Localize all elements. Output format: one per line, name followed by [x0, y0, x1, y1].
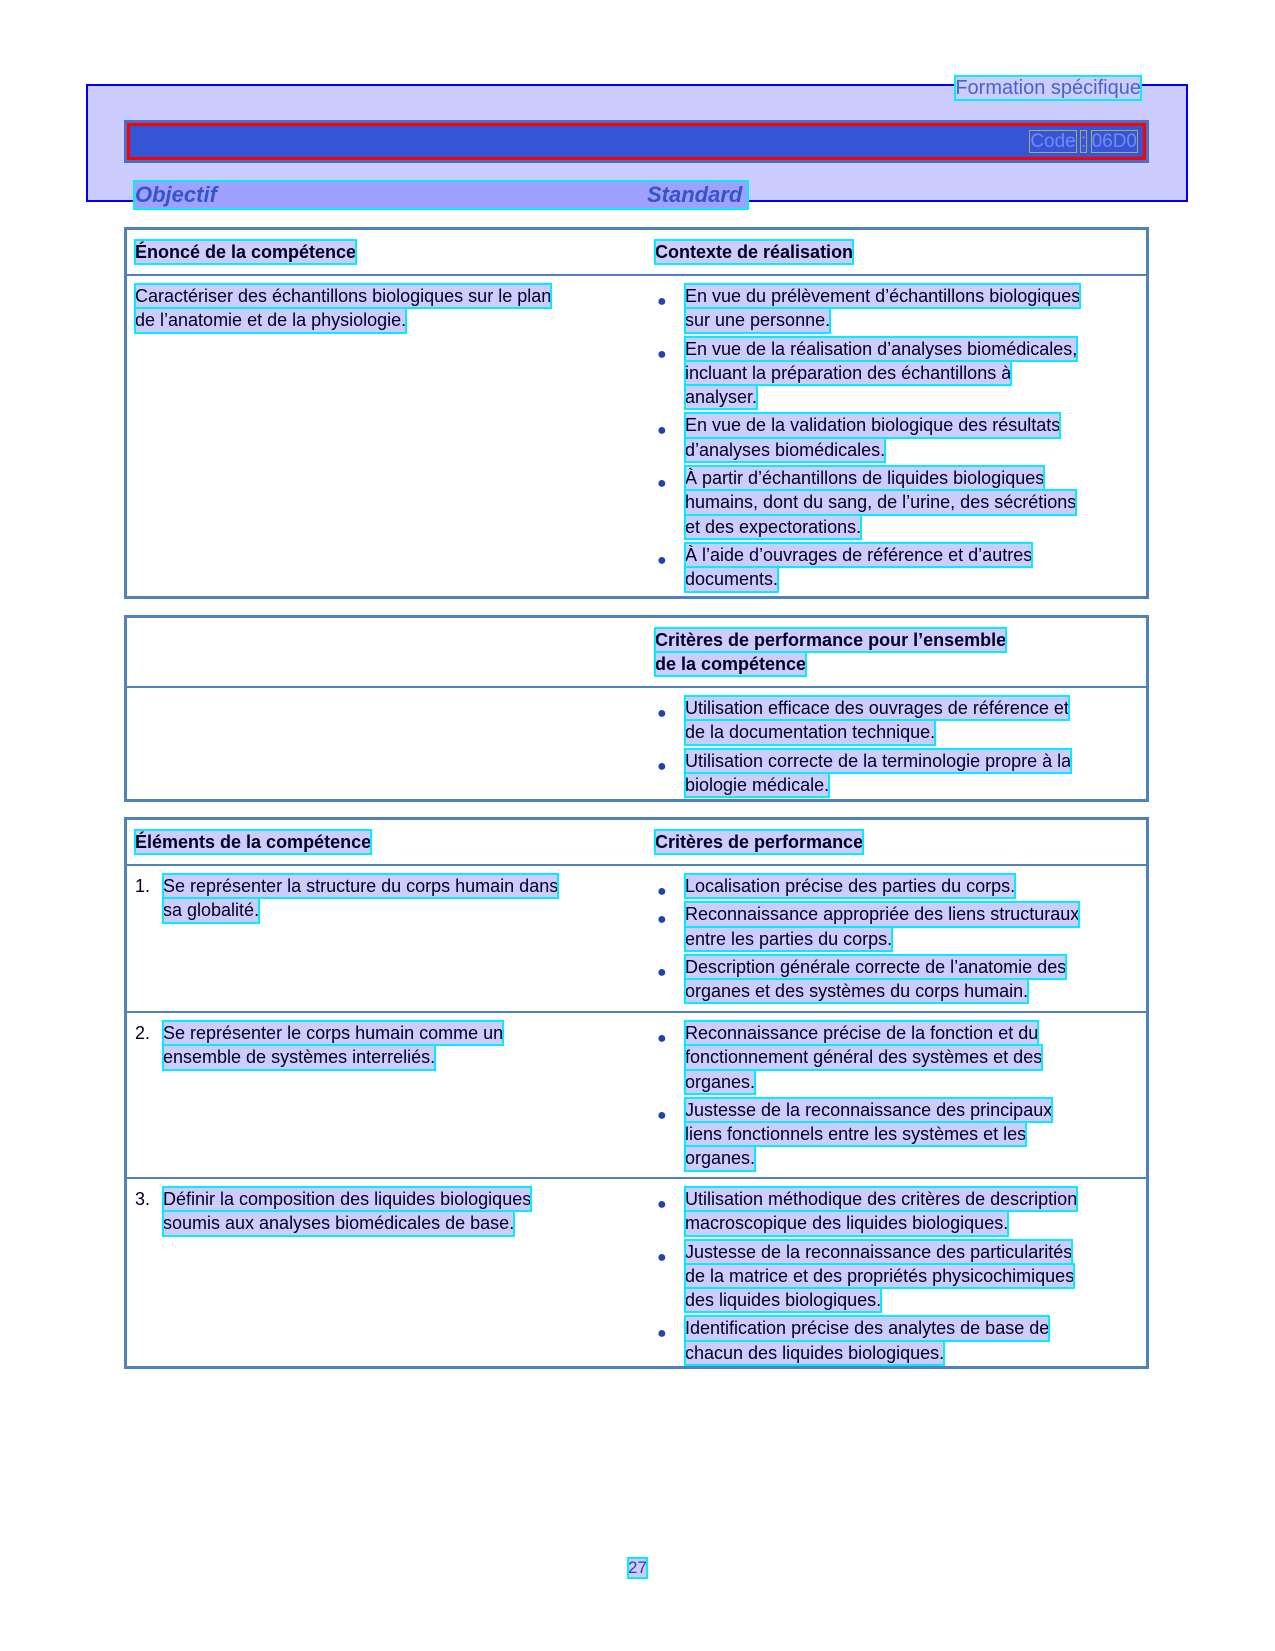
- text-line: organes et des systèmes du corps humain.: [685, 979, 1028, 1003]
- bullet-line: [685, 490, 1138, 514]
- objectif-heading: Objectif: [135, 182, 747, 208]
- bullet-line: [685, 413, 1138, 437]
- text-line: de l’anatomie et de la physiologie.: [135, 308, 406, 332]
- text-line: En vue de la validation biologique des résultats: [685, 413, 1060, 437]
- bullet-line: [685, 1341, 1138, 1365]
- overall-criteria-table: [124, 615, 1149, 802]
- formation-title: Formation spécifique: [955, 77, 1141, 99]
- text-line: À partir d’échantillons de liquides biologiques: [685, 466, 1044, 490]
- text-line: chacun des liquides biologiques.: [685, 1341, 944, 1365]
- bullet-line: [685, 385, 1138, 409]
- bullet-line: [685, 1240, 1138, 1264]
- competency-table: [124, 227, 1149, 599]
- bullet-icon: ●: [657, 705, 667, 722]
- bullet-line: [685, 515, 1138, 539]
- text-line: analyser.: [685, 385, 757, 409]
- bullet-line: [685, 284, 1138, 308]
- element-line: [163, 1187, 639, 1211]
- bullet-icon: ●: [657, 1196, 667, 1213]
- bullet-icon: ●: [657, 757, 667, 775]
- table-row: [127, 1011, 1146, 1177]
- element-number: 1.: [135, 876, 151, 896]
- element-item: [135, 1187, 639, 1236]
- bullet-icon: ●: [657, 911, 667, 929]
- bullet-item: [655, 902, 1138, 951]
- bullet-line: [685, 955, 1138, 979]
- bullet-line: [685, 1288, 1138, 1312]
- text-line: Justesse de la reconnaissance des principaux: [685, 1098, 1052, 1122]
- bullet-line: [685, 773, 1138, 797]
- bullet-item: [655, 1187, 1138, 1236]
- text-line: macroscopique des liquides biologiques.: [685, 1211, 1008, 1235]
- text-line: ensemble de systèmes interreliés.: [163, 1045, 435, 1069]
- text-line: de la documentation technique.: [685, 720, 935, 744]
- header-line: [655, 628, 1138, 652]
- overall-criteria-list: [647, 688, 1146, 801]
- bullet-line: [685, 361, 1138, 385]
- text-line: À l’aide d’ouvrages de référence et d’autres: [685, 543, 1032, 567]
- text-line: Description générale correcte de l’anatomie des: [685, 955, 1066, 979]
- bullet-icon: ●: [657, 883, 667, 900]
- text-line: Caractériser des échantillons biologiques sur le plan: [135, 284, 551, 308]
- code-separator: :: [1081, 131, 1087, 152]
- text-line: incluant la préparation des échantillons à: [685, 361, 1011, 385]
- element-item: [135, 874, 639, 923]
- text-line: de la matrice et des propriétés physicochimiques: [685, 1264, 1074, 1288]
- standard-heading: Standard: [647, 182, 743, 207]
- element-line: [163, 898, 639, 922]
- col-header-context: Contexte de réalisation: [655, 242, 854, 262]
- bullet-icon: ●: [657, 475, 667, 493]
- bullet-item: [655, 1240, 1138, 1313]
- text-line: documents.: [685, 567, 778, 591]
- bullet-line: [685, 1098, 1138, 1122]
- text-line: entre les parties du corps.: [685, 927, 892, 951]
- text-line: fonctionnement général des systèmes et des: [685, 1045, 1042, 1069]
- text-line: des liquides biologiques.: [685, 1288, 881, 1312]
- text-line: sur une personne.: [685, 308, 830, 332]
- text-line: Justesse de la reconnaissance des particularités: [685, 1240, 1072, 1264]
- bullet-line: [685, 979, 1138, 1003]
- bullet-line: [685, 308, 1138, 332]
- bullet-line: [685, 1316, 1138, 1340]
- bullet-icon: ●: [657, 345, 667, 363]
- bullet-line: [685, 466, 1138, 490]
- bullet-item: [655, 466, 1138, 539]
- bullet-line: [685, 438, 1138, 462]
- bullet-item: [655, 1316, 1138, 1365]
- bullet-line: [685, 1045, 1138, 1069]
- bullet-item: [655, 955, 1138, 1004]
- bullet-line: [685, 1122, 1138, 1146]
- bullet-line: [685, 1264, 1138, 1288]
- context-list: [647, 276, 1146, 596]
- table-row: [127, 1177, 1146, 1369]
- text-line: Définir la composition des liquides biologiques: [163, 1187, 531, 1211]
- text-line: Localisation précise des parties du corps.: [685, 874, 1015, 898]
- bullet-line: [685, 720, 1138, 744]
- text-line: organes.: [685, 1146, 755, 1170]
- bullet-line: [685, 543, 1138, 567]
- text-line: Utilisation correcte de la terminologie propre à la: [685, 749, 1071, 773]
- col-header-statement: Énoncé de la compétence: [135, 242, 357, 262]
- bullet-icon: ●: [657, 1030, 667, 1047]
- bullet-icon: ●: [657, 422, 667, 440]
- code-label-group: [1030, 131, 1137, 153]
- text-line: Se représenter la structure du corps humain dans: [163, 874, 558, 898]
- bullet-icon: ●: [657, 963, 667, 981]
- text-line: liens fonctionnels entre les systèmes et les: [685, 1122, 1026, 1146]
- header-bar: [124, 120, 1149, 163]
- bullet-icon: ●: [657, 1106, 667, 1124]
- bullet-line: [685, 567, 1138, 591]
- header-line: [655, 652, 1138, 676]
- bullet-icon: ●: [657, 1325, 667, 1343]
- bullet-item: [655, 337, 1138, 410]
- text-line: Se représenter le corps humain comme un: [163, 1021, 503, 1045]
- bullet-line: [685, 696, 1138, 720]
- text-line: En vue de la réalisation d’analyses biomédicales,: [685, 337, 1077, 361]
- code-bar: [127, 123, 1146, 160]
- elements-table: [124, 817, 1149, 1369]
- bullet-line: [685, 927, 1138, 951]
- element-number: 2.: [135, 1023, 151, 1043]
- text-line: biologie médicale.: [685, 773, 829, 797]
- bullet-item: [655, 284, 1138, 333]
- statement-line: [135, 308, 639, 332]
- bullet-item: [655, 543, 1138, 592]
- text-line: En vue du prélèvement d’échantillons biologiques: [685, 284, 1080, 308]
- text-line: Critères de performance pour l’ensemble: [655, 630, 1007, 650]
- code-label: Code: [1030, 131, 1076, 152]
- element-line: [163, 1021, 639, 1045]
- element-item: [135, 1021, 639, 1070]
- element-number: 3.: [135, 1189, 151, 1209]
- col-header-elements: Éléments de la compétence: [135, 832, 372, 852]
- bullet-line: [685, 749, 1138, 773]
- bullet-icon: ●: [657, 551, 667, 569]
- text-line: organes.: [685, 1070, 755, 1094]
- bullet-item: [655, 874, 1138, 898]
- text-line: Utilisation méthodique des critères de description: [685, 1187, 1077, 1211]
- code-value: 06D0: [1091, 131, 1137, 152]
- bullet-item: [655, 749, 1138, 798]
- bullet-line: [685, 1070, 1138, 1094]
- table-row: [127, 864, 1146, 1011]
- bullet-item: [655, 1021, 1138, 1094]
- bullet-icon: ●: [657, 1248, 667, 1266]
- bullet-line: [685, 1021, 1138, 1045]
- bullet-item: [655, 696, 1138, 745]
- competency-statement: [127, 276, 647, 596]
- text-line: Identification précise des analytes de base de: [685, 1316, 1049, 1340]
- element-line: [163, 874, 639, 898]
- bullet-line: [685, 902, 1138, 926]
- text-line: d’analyses biomédicales.: [685, 438, 885, 462]
- element-line: [163, 1045, 639, 1069]
- text-line: Reconnaissance appropriée des liens structuraux: [685, 902, 1079, 926]
- element-line: [163, 1211, 639, 1235]
- text-line: de la compétence: [655, 654, 807, 674]
- statement-line: [135, 284, 639, 308]
- col-header-criteria: Critères de performance: [655, 832, 864, 852]
- text-line: Utilisation efficace des ouvrages de référence et: [685, 696, 1069, 720]
- text-line: sa globalité.: [163, 898, 259, 922]
- text-line: Reconnaissance précise de la fonction et du: [685, 1021, 1038, 1045]
- text-line: soumis aux analyses biomédicales de base.: [163, 1211, 514, 1235]
- bullet-line: [685, 874, 1138, 898]
- text-line: et des expectorations.: [685, 515, 861, 539]
- bullet-item: [655, 1098, 1138, 1171]
- text-line: humains, dont du sang, de l’urine, des sécrétions: [685, 490, 1076, 514]
- bullet-item: [655, 413, 1138, 462]
- bullet-line: [685, 1146, 1138, 1170]
- bullet-icon: ●: [657, 293, 667, 310]
- page-number: 27: [628, 1558, 647, 1577]
- bullet-line: [685, 337, 1138, 361]
- col-header-overall-criteria: [647, 618, 1146, 686]
- bullet-line: [685, 1211, 1138, 1235]
- bullet-line: [685, 1187, 1138, 1211]
